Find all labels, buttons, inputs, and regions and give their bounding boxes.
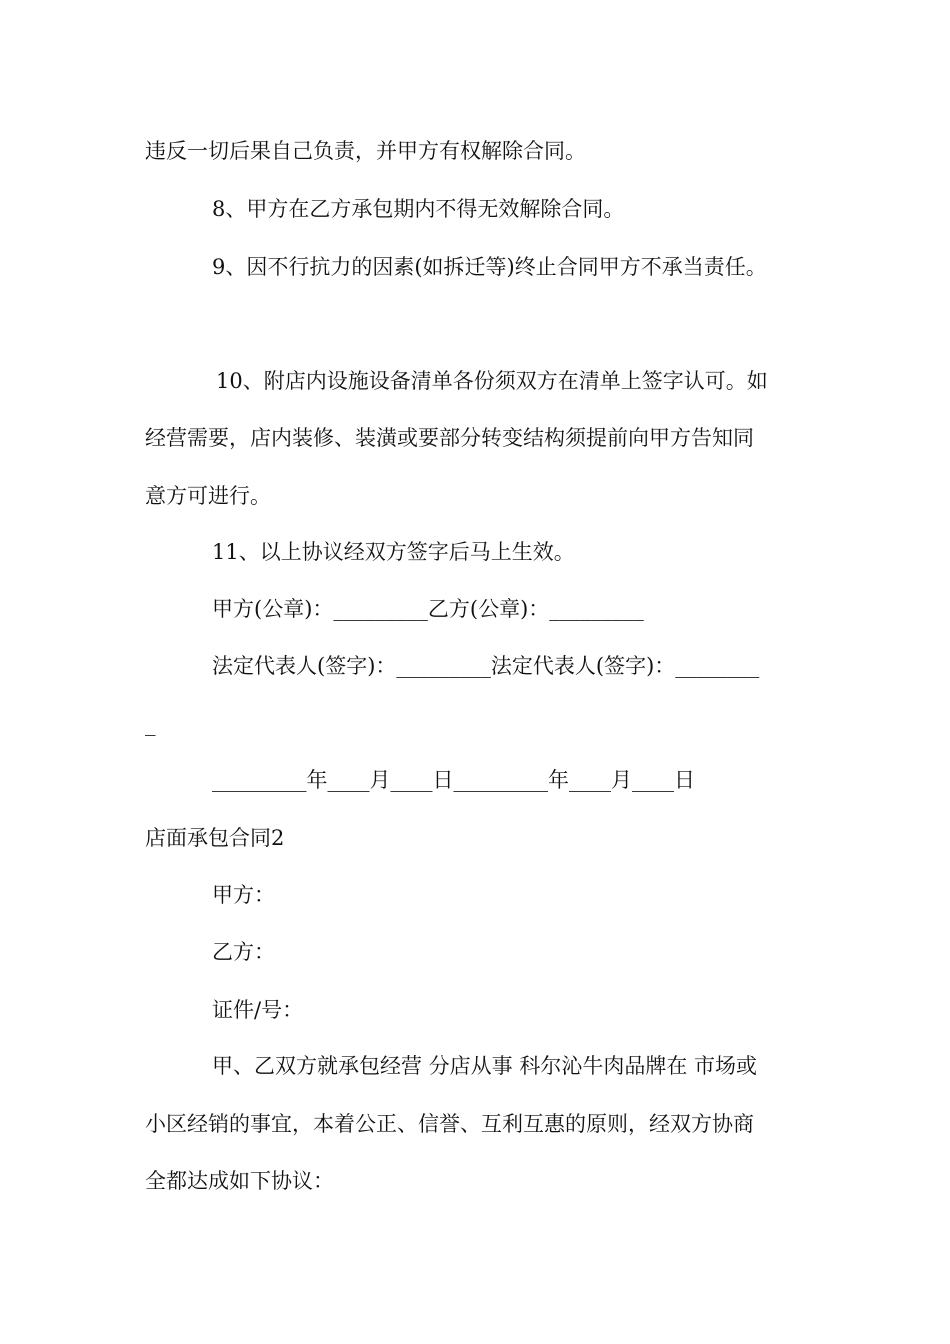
date-line: _________年____月____日_________年____月____日 (212, 768, 695, 792)
clause-11: 11、以上协议经双方签字后马上生效。 (212, 540, 575, 564)
seal-line: 甲方(公章)：_________乙方(公章)：_________ (212, 597, 644, 621)
signature-line: 法定代表人(签字)：_________法定代表人(签字)：________ (212, 654, 760, 678)
party-b-field: 乙方： (212, 940, 275, 964)
contract-2-title: 店面承包合同2 (145, 826, 285, 850)
clause-10-line-1: 10、附店内设施设备清单各份须双方在清单上签字认可。如 (216, 369, 768, 393)
id-number-field: 证件/号： (212, 998, 304, 1022)
clause-10-line-3: 意方可进行。 (145, 484, 271, 508)
signature-line-overflow: _ (145, 712, 156, 736)
preamble-line-2: 小区经销的事宜，本着公正、信誉、互利互惠的原则，经双方协商 (145, 1112, 754, 1136)
preamble-line-1: 甲、乙双方就承包经营 分店从事 科尔沁牛肉品牌在 市场或 (212, 1054, 758, 1078)
clause-8: 8、甲方在乙方承包期内不得无效解除合同。 (212, 197, 625, 221)
clause-7-continuation: 违反一切后果自己负责，并甲方有权解除合同。 (145, 139, 586, 163)
clause-9: 9、因不行抗力的因素(如拆迁等)终止合同甲方不承当责任。 (212, 255, 767, 279)
party-a-field: 甲方： (212, 883, 275, 907)
clause-10-line-2: 经营需要，店内装修、装潢或要部分转变结构须提前向甲方告知同 (145, 426, 754, 450)
preamble-line-3: 全都达成如下协议： (145, 1169, 334, 1193)
